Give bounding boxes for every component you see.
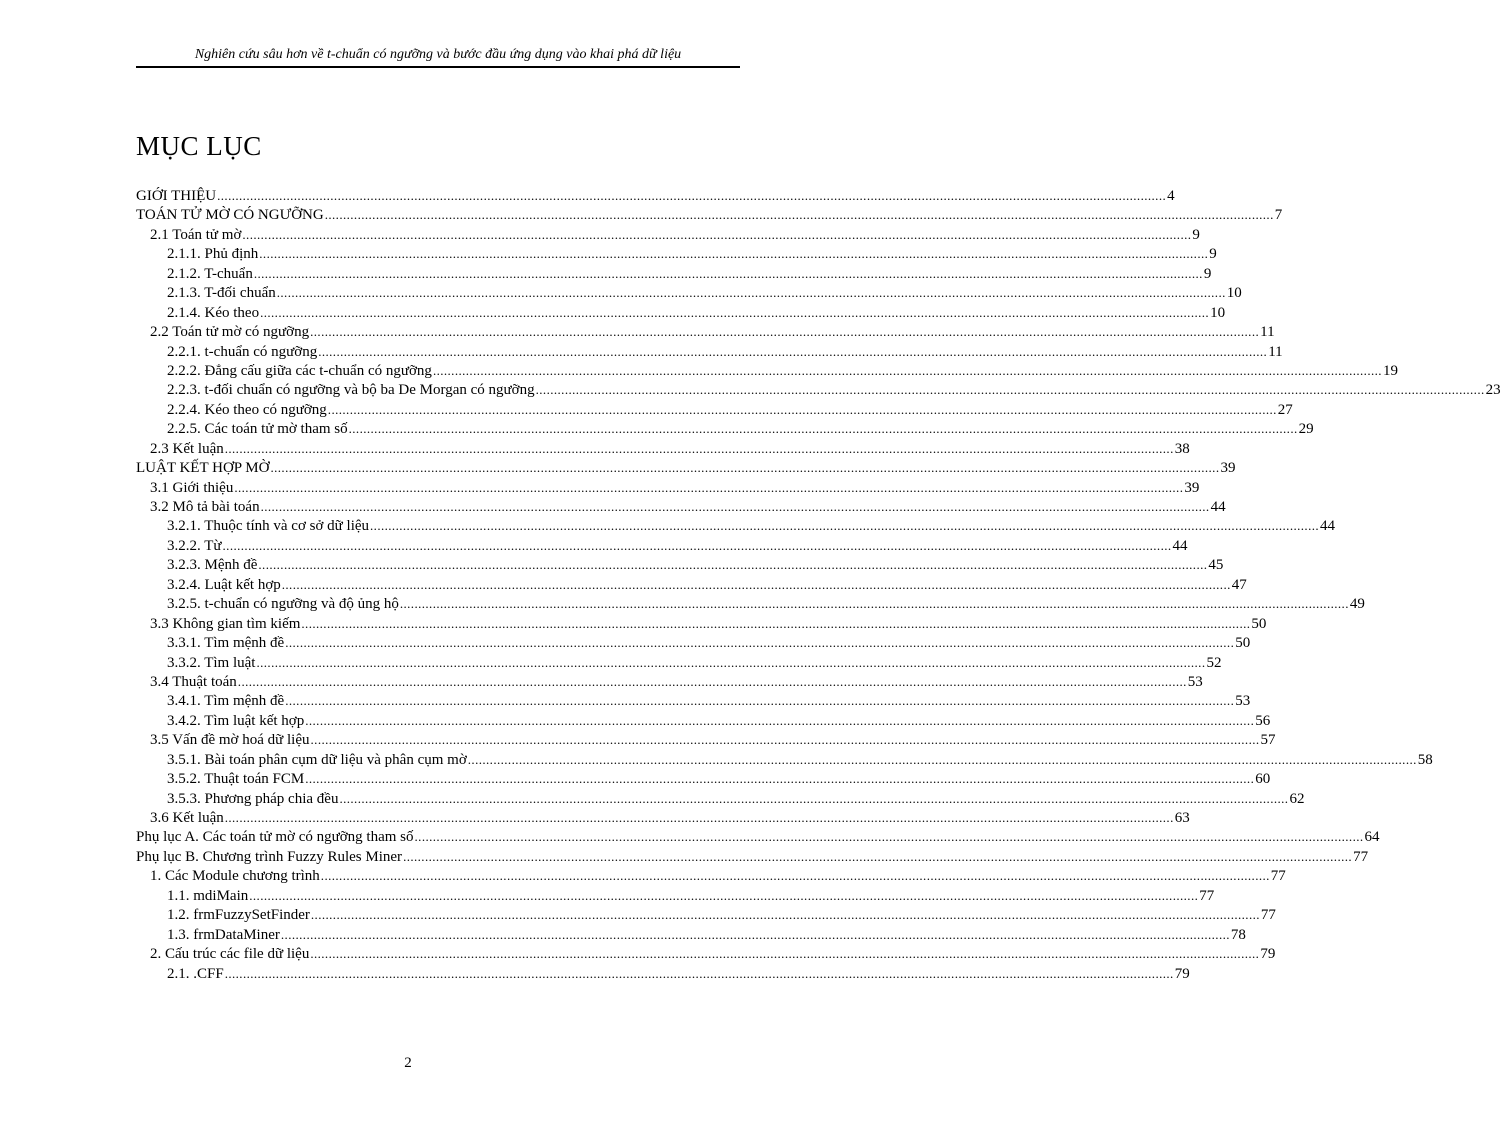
toc-entry-label: 2.3 Kết luận (150, 440, 224, 457)
toc-entry-page: 53 (1235, 693, 1251, 710)
toc-entry-page: 27 (1277, 401, 1293, 418)
toc-entry-page: 50 (1235, 635, 1251, 652)
dot-leader: .................................................................................................................................................................................................................................................................... (370, 518, 1320, 534)
dot-leader: .................................................................................................................................................................................................................................................................... (432, 362, 1382, 378)
toc-entry[interactable] (136, 614, 1267, 633)
toc-entry[interactable] (136, 750, 1433, 769)
toc-entry[interactable] (136, 225, 1200, 244)
dot-leader: .................................................................................................................................................................................................................................................................... (285, 693, 1235, 709)
toc-entry-page: 50 (1251, 615, 1267, 632)
toc-entry-page: 45 (1208, 557, 1224, 574)
toc-entry[interactable] (136, 322, 1275, 341)
toc-entry-page: 78 (1230, 926, 1246, 943)
dot-leader: .................................................................................................................................................................................................................................................................... (310, 324, 1260, 340)
dot-leader: .................................................................................................................................................................................................................................................................... (242, 226, 1192, 242)
toc-entry-label: 3.2 Mô tả bài toán (150, 499, 260, 515)
toc-entry-page: 39 (1184, 479, 1200, 496)
dot-leader: .................................................................................................................................................................................................................................................................... (281, 576, 1231, 592)
toc-entry-label: 2.2.4. Kéo theo có ngưỡng (167, 401, 327, 418)
toc-entry-label: 3.3 Không gian tìm kiếm (150, 615, 301, 632)
toc-entry-page: 52 (1206, 654, 1222, 671)
dot-leader: .................................................................................................................................................................................................................................................................... (285, 635, 1235, 651)
dot-leader: .................................................................................................................................................................................................................................................................... (224, 965, 1174, 981)
toc-entry-label: 3.5.3. Phương pháp chia đều (167, 790, 339, 807)
toc-entry[interactable] (136, 205, 1283, 224)
toc-entry[interactable] (136, 808, 1190, 827)
dot-leader: .................................................................................................................................................................................................................................................................... (256, 654, 1206, 670)
dot-leader: .................................................................................................................................................................................................................................................................... (318, 343, 1268, 359)
toc-entry-page: 79 (1260, 946, 1276, 963)
dot-leader: .................................................................................................................................................................................................................................................................... (270, 460, 1220, 476)
toc-entry[interactable] (136, 244, 1217, 263)
toc-entry[interactable] (136, 361, 1398, 380)
dot-leader: .................................................................................................................................................................................................................................................................... (258, 557, 1208, 573)
dot-leader: .................................................................................................................................................................................................................................................................... (535, 382, 1485, 398)
toc-entry-page: 38 (1174, 440, 1190, 457)
toc-entry[interactable] (136, 944, 1276, 963)
dot-leader: .................................................................................................................................................................................................................................................................... (327, 401, 1277, 417)
toc-entry-page: 77 (1199, 887, 1215, 904)
dot-leader: .................................................................................................................................................................................................................................................................... (403, 848, 1353, 864)
toc-entry-label: 2.2.2. Đẳng cấu giữa các t-chuẩn có ngưỡng (167, 362, 432, 379)
toc-entry[interactable] (136, 672, 1203, 691)
table-of-contents (136, 186, 1501, 983)
dot-leader: .................................................................................................................................................................................................................................................................... (260, 499, 1210, 514)
toc-entry-label: 3.6 Kết luận (150, 810, 224, 826)
toc-entry-label: 3.2.3. Mệnh đề (167, 557, 258, 574)
toc-entry-page: 39 (1220, 460, 1236, 477)
toc-entry-page: 77 (1270, 868, 1286, 885)
dot-leader: .................................................................................................................................................................................................................................................................... (224, 440, 1174, 456)
toc-entry-label: 2.2.5. Các toán tử mờ tham số (167, 421, 348, 438)
toc-entry[interactable] (136, 283, 1242, 302)
toc-entry-label: GIỚI THIỆU (136, 188, 217, 204)
toc-entry-page: 10 (1210, 304, 1226, 321)
toc-entry-label: 2.2.3. t-đối chuẩn có ngưỡng và bộ ba De Morgan có ngưỡng (167, 382, 535, 399)
dot-leader: .................................................................................................................................................................................................................................................................... (467, 751, 1417, 767)
toc-entry-page: 19 (1382, 362, 1398, 379)
toc-entry[interactable] (136, 653, 1222, 672)
toc-entry-label: 3.5.2. Thuật toán FCM (167, 771, 305, 788)
toc-entry[interactable] (136, 478, 1200, 497)
toc-entry-page: 7 (1274, 207, 1283, 224)
toc-entry-label: 3.3.2. Tìm luật (167, 654, 256, 671)
toc-entry[interactable] (136, 536, 1188, 555)
toc-entry-page: 44 (1172, 537, 1188, 554)
toc-entry-label: 2.2 Toán tử mờ có ngưỡng (150, 324, 310, 341)
toc-entry[interactable] (136, 905, 1276, 924)
toc-entry[interactable] (136, 886, 1215, 905)
dot-leader: .................................................................................................................................................................................................................................................................... (260, 304, 1210, 320)
toc-entry-page: 4 (1167, 188, 1175, 204)
toc-entry-label: 3.2.1. Thuộc tính và cơ sở dữ liệu (167, 518, 370, 535)
dot-leader: .................................................................................................................................................................................................................................................................... (276, 285, 1226, 301)
toc-entry-label: 2.1.2. T-chuẩn (167, 265, 253, 282)
dot-leader: .................................................................................................................................................................................................................................................................... (305, 771, 1255, 787)
toc-entry-page: 49 (1349, 596, 1365, 613)
dot-leader: .................................................................................................................................................................................................................................................................... (224, 810, 1174, 825)
running-header: Nghiên cứu sâu hơn về t-chuẩn có ngưỡng và bước đầu ứng dụng vào khai phá dữ liệu (194, 47, 682, 62)
toc-entry-page: 44 (1210, 499, 1226, 515)
toc-entry-label: 2.1.3. T-đối chuẩn (167, 285, 276, 302)
toc-entry[interactable] (136, 964, 1190, 983)
toc-entry-label: LUẬT KẾT HỢP MỜ (136, 460, 270, 477)
dot-leader: .................................................................................................................................................................................................................................................................... (348, 421, 1298, 437)
toc-entry-page: 77 (1353, 848, 1369, 865)
toc-entry[interactable] (136, 439, 1190, 458)
toc-entry[interactable] (136, 594, 1365, 613)
toc-entry-page: 79 (1174, 965, 1190, 982)
toc-entry-label: 3.1 Giới thiệu (150, 479, 234, 496)
toc-entry[interactable] (136, 769, 1271, 788)
toc-entry-page: 9 (1192, 226, 1200, 243)
dot-leader: .................................................................................................................................................................................................................................................................... (301, 615, 1251, 631)
toc-entry[interactable] (136, 400, 1293, 419)
toc-entry[interactable] (136, 303, 1226, 322)
toc-entry-label: 3.4 Thuật toán (150, 673, 237, 690)
dot-leader: .................................................................................................................................................................................................................................................................... (259, 246, 1209, 262)
dot-leader: .................................................................................................................................................................................................................................................................... (320, 868, 1270, 884)
toc-entry-label: 3.2.5. t-chuẩn có ngưỡng và độ ủng hộ (167, 596, 399, 613)
toc-entry-label: 1.3. frmDataMiner (167, 926, 280, 943)
toc-entry-page: 57 (1260, 732, 1276, 749)
toc-entry-label: 2.1 Toán tử mờ (150, 226, 242, 243)
toc-entry-label: Phụ lục B. Chương trình Fuzzy Rules Miner (136, 848, 403, 865)
toc-entry-page: 11 (1268, 343, 1283, 360)
toc-entry[interactable] (136, 555, 1224, 574)
dot-leader: .................................................................................................................................................................................................................................................................... (253, 265, 1203, 281)
toc-entry[interactable] (136, 633, 1251, 652)
dot-leader: .................................................................................................................................................................................................................................................................... (310, 732, 1260, 748)
page-title: MỤC LỤC (136, 131, 262, 161)
toc-entry-page: 64 (1364, 829, 1380, 846)
toc-entry-page: 23 (1485, 382, 1501, 399)
toc-entry[interactable] (136, 827, 1380, 846)
toc-entry-label: 1.1. mdiMain (167, 887, 249, 904)
toc-entry-label: 3.5.1. Bài toán phân cụm dữ liệu và phân cụm mờ (167, 751, 467, 768)
toc-entry-label: 2.1.1. Phủ định (167, 246, 259, 263)
toc-entry-label: 2.1.4. Kéo theo (167, 304, 260, 321)
toc-entry[interactable] (136, 866, 1286, 885)
dot-leader: .................................................................................................................................................................................................................................................................... (310, 907, 1260, 923)
dot-leader: .................................................................................................................................................................................................................................................................... (237, 673, 1187, 689)
toc-entry[interactable] (136, 516, 1336, 535)
toc-entry-label: 3.4.2. Tìm luật kết hợp (167, 712, 305, 729)
toc-entry-label: 3.2.4. Luật kết hợp (167, 576, 281, 593)
toc-entry-label: 3.5 Vấn đề mờ hoá dữ liệu (150, 732, 310, 749)
header-rule (136, 66, 740, 68)
toc-entry[interactable] (136, 264, 1212, 283)
toc-entry-page: 9 (1209, 246, 1217, 263)
dot-leader: .................................................................................................................................................................................................................................................................... (324, 207, 1274, 223)
toc-entry[interactable] (136, 925, 1246, 944)
toc-entry-label: TOÁN TỬ MỜ CÓ NGƯỠNG (136, 207, 324, 224)
dot-leader: .................................................................................................................................................................................................................................................................... (217, 188, 1167, 203)
toc-entry-label: 3.2.2. Từ (167, 537, 222, 554)
dot-leader: .................................................................................................................................................................................................................................................................... (249, 887, 1199, 903)
toc-entry[interactable] (136, 342, 1283, 361)
toc-entry-page: 63 (1174, 810, 1190, 826)
toc-entry[interactable] (136, 458, 1236, 477)
toc-entry-label: 1. Các Module chương trình (150, 868, 320, 885)
toc-entry-page: 58 (1417, 751, 1433, 768)
toc-entry-label: 2.1. .CFF (167, 965, 224, 982)
toc-entry-page: 10 (1226, 285, 1242, 302)
toc-entry-page: 77 (1260, 907, 1276, 924)
dot-leader: .................................................................................................................................................................................................................................................................... (310, 946, 1260, 962)
toc-entry[interactable] (136, 730, 1276, 749)
toc-entry[interactable] (136, 419, 1314, 438)
toc-entry-label: 2. Cấu trúc các file dữ liệu (150, 946, 310, 963)
toc-entry-page: 53 (1187, 673, 1203, 690)
dot-leader: .................................................................................................................................................................................................................................................................... (305, 712, 1255, 728)
dot-leader: .................................................................................................................................................................................................................................................................... (399, 596, 1349, 612)
toc-entry-page: 47 (1231, 576, 1247, 593)
toc-entry-page: 9 (1203, 265, 1212, 282)
toc-entry-label: 3.3.1. Tìm mệnh đề (167, 635, 285, 652)
toc-entry-page: 56 (1255, 712, 1271, 729)
toc-entry[interactable] (136, 711, 1271, 730)
toc-entry-page: 44 (1320, 518, 1336, 535)
toc-entry-label: Phụ lục A. Các toán tử mờ có ngưỡng tham số (136, 829, 414, 846)
toc-entry[interactable] (136, 691, 1251, 710)
dot-leader: .................................................................................................................................................................................................................................................................... (414, 829, 1364, 845)
toc-entry-page: 11 (1260, 324, 1275, 341)
toc-entry-label: 1.2. frmFuzzySetFinder (167, 907, 310, 924)
toc-entry[interactable] (136, 497, 1226, 516)
toc-entry-label: 2.2.1. t-chuẩn có ngưỡng (167, 343, 318, 360)
toc-entry-page: 29 (1298, 421, 1314, 438)
toc-entry-page: 60 (1255, 771, 1271, 788)
dot-leader: .................................................................................................................................................................................................................................................................... (280, 926, 1230, 942)
toc-entry-label: 3.4.1. Tìm mệnh đề (167, 693, 285, 710)
toc-entry[interactable] (136, 575, 1247, 594)
toc-entry[interactable] (136, 380, 1501, 399)
toc-entry[interactable] (136, 789, 1305, 808)
toc-entry-page: 62 (1289, 790, 1305, 807)
dot-leader: .................................................................................................................................................................................................................................................................... (339, 790, 1289, 806)
toc-entry[interactable] (136, 847, 1369, 866)
page-number: 2 (404, 1055, 412, 1071)
toc-entry[interactable] (136, 186, 1175, 205)
dot-leader: .................................................................................................................................................................................................................................................................... (234, 479, 1184, 495)
dot-leader: .................................................................................................................................................................................................................................................................... (222, 537, 1172, 553)
